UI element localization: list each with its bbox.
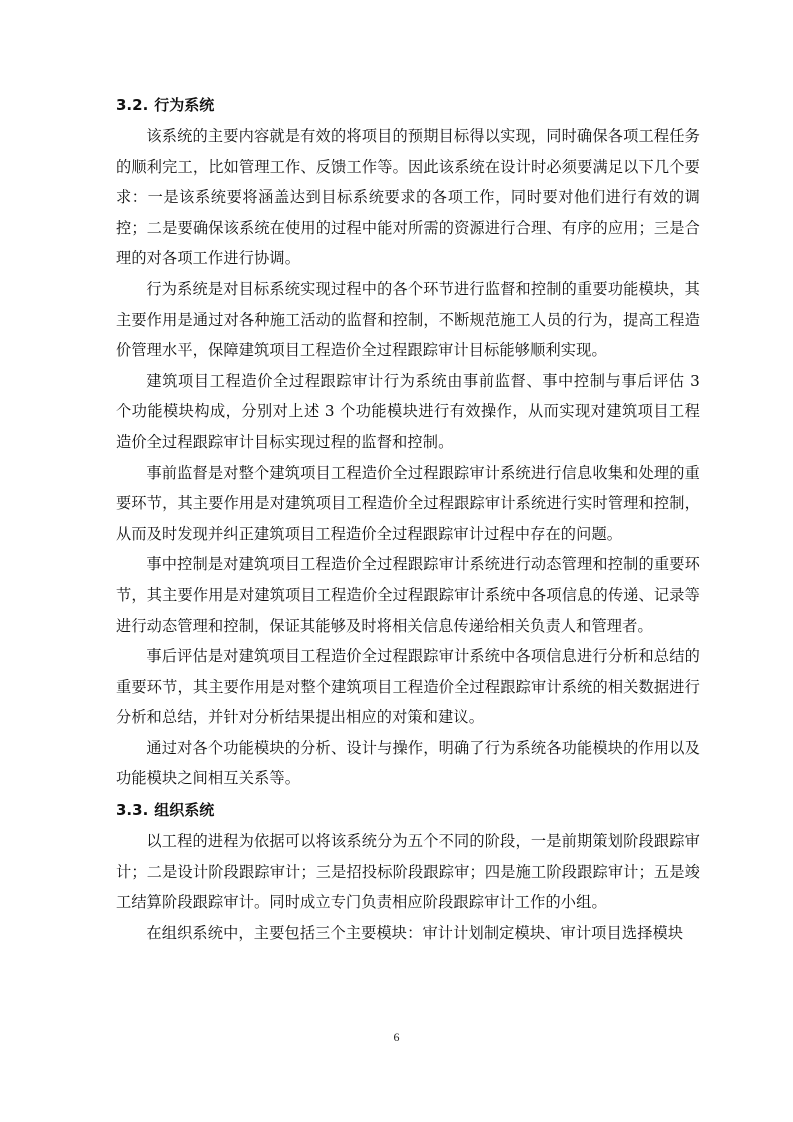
paragraph: 以工程的进程为依据可以将该系统分为五个不同的阶段，一是前期策划阶段跟踪审计；二是设计阶段跟踪审计；三是招投标阶段跟踪审；四是施工阶段跟踪审计；五是竣工结算阶段跟踪审计。同时成立专门负责相应阶段跟踪审计工作的小组。 xyxy=(116,832,700,912)
paragraph: 行为系统是对目标系统实现过程中的各个环节进行监督和控制的重要功能模块，其主要作用是通过对各种施工活动的监督和控制，不断规范施工人员的行为，提高工程造价管理水平，保障建筑项目工程造价全过程跟踪审计目标能够顺利实现。 xyxy=(116,279,700,360)
section-title: 组织系统 xyxy=(154,801,215,820)
section-number: 3.3. xyxy=(116,801,149,820)
paragraph: 事后评估是对建筑项目工程造价全过程跟踪审计系统中各项信息进行分析和总结的重要环节，其主要作用是对整个建筑项目工程造价全过程跟踪审计系统的相关数据进行分析和总结，并针对分析结果提出相应的对策和建议。 xyxy=(116,647,700,727)
paragraph: 通过对各个功能模块的分析、设计与操作，明确了行为系统各功能模块的作用以及功能模块之间相互关系等。 xyxy=(116,738,700,788)
section-title: 行为系统 xyxy=(154,96,215,114)
section-number: 3.2. xyxy=(116,96,149,114)
paragraph: 事前监督是对整个建筑项目工程造价全过程跟踪审计系统进行信息收集和处理的重要环节，其主要作用是对建筑项目工程造价全过程跟踪审计系统进行实时管理和控制，从而及时发现并纠正建筑项目工程造价全过程跟踪审计过程中存在的问题。 xyxy=(116,463,700,543)
section-heading-3-2 xyxy=(116,91,700,119)
document-page xyxy=(116,91,700,948)
paragraph: 事中控制是对建筑项目工程造价全过程跟踪审计系统进行动态管理和控制的重要环节，其主要作用是对建筑项目工程造价全过程跟踪审计系统中各项信息的传递、记录等进行动态管理和控制，保证其能够及时将相关信息传递给相关负责人和管理者。 xyxy=(116,555,700,635)
paragraph: 建筑项目工程造价全过程跟踪审计行为系统由事前监督、事中控制与事后评估 3 个功能模块构成，分别对上述 3 个功能模块进行有效操作，从而实现对建筑项目工程造价全过程跟踪审计目标实现过程的监督和控制。 xyxy=(116,371,700,451)
paragraph: 该系统的主要内容就是有效的将项目的预期目标得以实现，同时确保各项工程任务的顺利完工，比如管理工作、反馈工作等。因此该系统在设计时必须要满足以下几个要求：一是该系统要将涵盖达到目标系统要求的各项工作，同时要对他们进行有效的调控；二是要确保该系统在使用的过程中能对所需的资源进行合理、有序的应用；三是合理的对各项工作进行协调。 xyxy=(116,127,700,268)
paragraph: 在组织系统中，主要包括三个主要模块：审计计划制定模块、审计项目选择模块 xyxy=(146,923,684,942)
section-heading-3-3 xyxy=(116,796,700,824)
page-number: 6 xyxy=(393,1030,400,1044)
